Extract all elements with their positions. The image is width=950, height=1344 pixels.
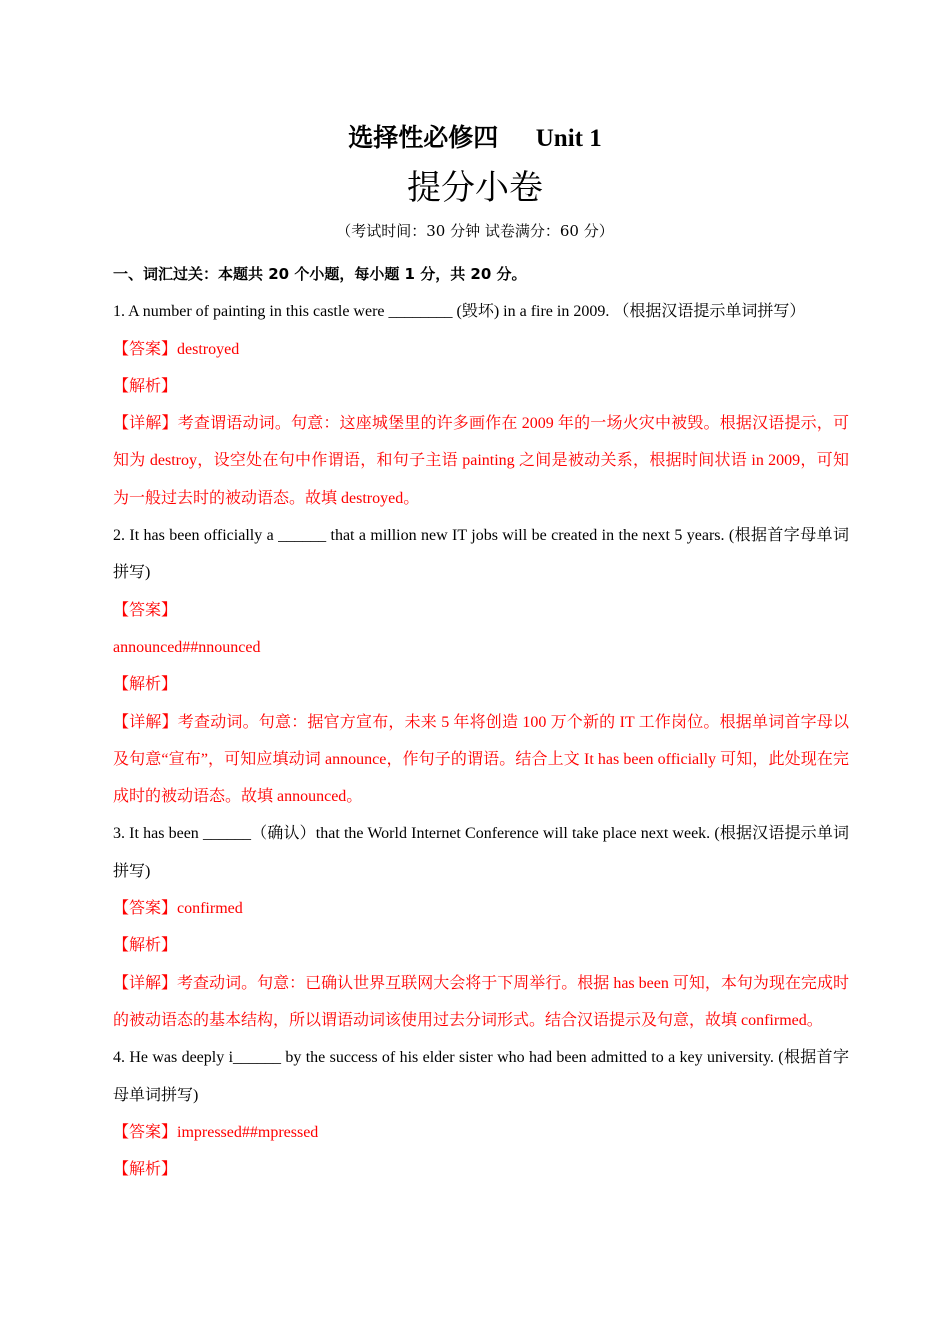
exam-info: （考试时间：30 分钟 试卷满分：60 分） xyxy=(336,222,614,240)
section-heading: 一、词汇过关：本题共 20 个小题，每小题 1 分，共 20 分。 xyxy=(113,265,527,283)
answer-2: announced##nnounced xyxy=(113,638,261,656)
detail-2: 【详解】考查动词。句意：据官方宣布，未来 5 年将创造 100 万个新的 IT 工作岗位。根据单词首字母以及句意“宣布”，可知应填动词 announce，作句子的谓语。结合上文 It has been officially 可知，此处现在完成时的被动语态。故填 announced。 xyxy=(113,713,849,806)
question-1: 1. A number of painting in this castle were ________ (毁坏) in a fire in 2009. （根据汉语提示单词拼写） xyxy=(113,303,806,321)
detail-1: 【详解】考查谓语动词。句意：这座城堡里的许多画作在 2009 年的一场火灾中被毁。根据汉语提示，可知为 destroy，设空处在句中作谓语，和句子主语 painting 之间是被动关系，根据时间状语 in 2009，可知为一般过去时的被动语态。故填 destroyed。 xyxy=(113,415,849,507)
document-subtitle: 提分小卷 xyxy=(407,170,543,207)
analysis-label-2: 【解析】 xyxy=(113,676,178,694)
answer-4: 【答案】impressed##mpressed xyxy=(113,1123,319,1141)
analysis-label-3: 【解析】 xyxy=(113,937,178,955)
analysis-label-4: 【解析】 xyxy=(113,1161,178,1179)
question-3: 3. It has been ______（确认）that the World Internet Conference will take place next week. (根据汉语提示单词拼写) xyxy=(113,825,849,880)
analysis-label-1: 【解析】 xyxy=(113,377,178,395)
question-2: 2. It has been officially a ______ that a million new IT jobs will be created in the next 5 years. (根据首字母单词拼写) xyxy=(113,527,849,582)
document-body xyxy=(113,256,849,1188)
question-4: 4. He was deeply i______ by the success of his elder sister who had been admitted to a key university. (根据首字母单词拼写) xyxy=(113,1049,849,1104)
answer-label-2: 【答案】 xyxy=(113,601,178,619)
document-title: 选择性必修四 Unit 1 xyxy=(348,125,602,152)
answer-3: 【答案】confirmed xyxy=(113,900,243,918)
answer-1: 【答案】destroyed xyxy=(113,340,240,358)
detail-3: 【详解】考查动词。句意：已确认世界互联网大会将于下周举行。根据 has been 可知，本句为现在完成时的被动语态的基本结构，所以谓语动词该使用过去分词形式。结合汉语提示及句意，故填 confirmed。 xyxy=(113,974,849,1029)
